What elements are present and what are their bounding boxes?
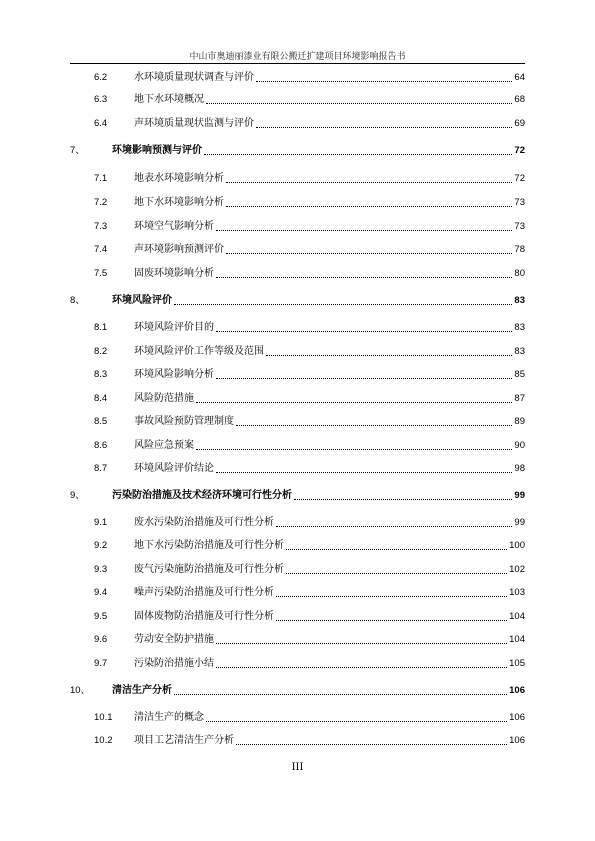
toc-section-entry[interactable] xyxy=(70,708,525,724)
toc-entry-number: 7.3 xyxy=(94,221,108,232)
toc-entry-number: 8.4 xyxy=(94,393,108,404)
toc-dot-leader xyxy=(256,126,512,128)
toc-entry-title-line xyxy=(112,490,525,502)
toc-entry-title-line xyxy=(134,712,525,724)
toc-dot-leader xyxy=(256,80,512,82)
toc-section-entry[interactable] xyxy=(70,583,525,599)
toc-entry-page: 104 xyxy=(509,634,525,645)
toc-section-entry[interactable] xyxy=(70,389,525,405)
toc-entry-number: 9.3 xyxy=(94,564,108,575)
toc-entry-page: 105 xyxy=(509,658,525,669)
toc-entry-page: 103 xyxy=(509,587,525,598)
toc-dot-leader xyxy=(196,401,512,403)
toc-dot-leader xyxy=(266,354,512,356)
toc-entry-title-line xyxy=(134,268,525,280)
toc-entry-title-line xyxy=(134,322,525,334)
toc-dot-leader xyxy=(216,471,512,473)
toc-entry-number: 9.7 xyxy=(94,658,108,669)
toc-dot-leader xyxy=(286,548,507,550)
toc-entry-page: 104 xyxy=(509,611,525,622)
toc-entry-title-line xyxy=(134,540,525,552)
toc-entry-page: 87 xyxy=(514,393,525,404)
toc-entry-title-line xyxy=(134,118,525,130)
page-number: III xyxy=(291,762,304,773)
toc-entry-title-line xyxy=(134,346,525,358)
toc-entry-page: 102 xyxy=(509,564,525,575)
toc-entry-page: 72 xyxy=(514,173,525,184)
toc-entry-number: 8.2 xyxy=(94,346,108,357)
toc-section-entry[interactable] xyxy=(70,513,525,529)
toc-entry-number: 9.4 xyxy=(94,587,108,598)
toc-entry-number: 8.7 xyxy=(94,463,108,474)
toc-entry-page: 106 xyxy=(509,735,525,746)
toc-dot-leader xyxy=(216,229,512,231)
toc-entry-page: 99 xyxy=(514,490,525,501)
toc-entry-title: 废气污染施防治措施及可行性分析 xyxy=(134,564,284,575)
toc-section-entry[interactable] xyxy=(70,365,525,381)
toc-chapter-entry[interactable] xyxy=(70,141,525,157)
toc-entry-number: 8.5 xyxy=(94,416,108,427)
toc-entry-title-line xyxy=(134,440,525,452)
toc-entry-title-line xyxy=(134,587,525,599)
toc-dot-leader xyxy=(216,666,507,668)
toc-section-entry[interactable] xyxy=(70,240,525,256)
toc-entry-title-line xyxy=(134,735,525,747)
toc-entry-title: 污染防治措施及技术经济环境可行性分析 xyxy=(112,490,292,501)
toc-entry-title: 废水污染防治措施及可行性分析 xyxy=(134,517,274,528)
toc-entry-title-line xyxy=(134,173,525,185)
toc-entry-page: 68 xyxy=(514,94,525,105)
toc-dot-leader xyxy=(174,693,507,695)
toc-entry-page: 73 xyxy=(514,197,525,208)
toc-dot-leader xyxy=(226,252,512,254)
toc-entry-title: 水环境质量现状调查与评价 xyxy=(134,72,254,83)
toc-dot-leader xyxy=(276,619,507,621)
toc-entry-number: 7、 xyxy=(70,145,85,156)
toc-dot-leader xyxy=(286,572,507,574)
toc-entry-title: 污染防治措施小结 xyxy=(134,658,214,669)
toc-section-entry[interactable] xyxy=(70,560,525,576)
toc-dot-leader xyxy=(216,642,507,644)
toc-dot-leader xyxy=(236,424,512,426)
toc-entry-title: 环境风险影响分析 xyxy=(134,369,214,380)
toc-entry-title-line xyxy=(134,369,525,381)
toc-entry-title-line xyxy=(134,416,525,428)
toc-entry-number: 9.6 xyxy=(94,634,108,645)
toc-section-entry[interactable] xyxy=(70,90,525,106)
toc-entry-title: 声环境影响预测评价 xyxy=(134,244,224,255)
toc-section-entry[interactable] xyxy=(70,318,525,334)
toc-entry-title-line xyxy=(134,463,525,475)
toc-entry-title: 地下水污染防治措施及可行性分析 xyxy=(134,540,284,551)
toc-dot-leader xyxy=(276,595,507,597)
toc-section-entry[interactable] xyxy=(70,731,525,747)
toc-section-entry[interactable] xyxy=(70,436,525,452)
toc-chapter-entry[interactable] xyxy=(70,291,525,307)
toc-dot-leader xyxy=(216,377,512,379)
toc-entry-number: 9、 xyxy=(70,490,85,501)
toc-entry-number: 8、 xyxy=(70,295,85,306)
toc-entry-title-line xyxy=(134,564,525,576)
toc-entry-page: 100 xyxy=(509,540,525,551)
toc-entry-number: 8.6 xyxy=(94,440,108,451)
toc-entry-number: 10.1 xyxy=(94,712,113,723)
toc-entry-page: 90 xyxy=(514,440,525,451)
toc-entry-title: 环境空气影响分析 xyxy=(134,221,214,232)
toc-entry-title: 劳动安全防护措施 xyxy=(134,634,214,645)
toc-entry-title: 地下水环境概况 xyxy=(134,94,204,105)
toc-entry-number: 9.2 xyxy=(94,540,108,551)
toc-section-entry[interactable] xyxy=(70,217,525,233)
toc-entry-title: 噪声污染防治措施及可行性分析 xyxy=(134,587,274,598)
toc-entry-number: 7.2 xyxy=(94,197,108,208)
toc-section-entry[interactable] xyxy=(70,630,525,646)
toc-entry-title: 事故风险预防管理制度 xyxy=(134,416,234,427)
toc-chapter-entry[interactable] xyxy=(70,681,525,697)
toc-entry-number: 8.3 xyxy=(94,369,108,380)
toc-dot-leader xyxy=(294,498,512,500)
toc-section-entry[interactable] xyxy=(70,169,525,185)
toc-dot-leader xyxy=(216,276,512,278)
toc-entry-title: 项目工艺清洁生产分析 xyxy=(134,735,234,746)
toc-entry-number: 9.1 xyxy=(94,517,108,528)
toc-entry-page: 73 xyxy=(514,221,525,232)
toc-section-entry[interactable] xyxy=(70,342,525,358)
toc-dot-leader xyxy=(216,330,512,332)
toc-section-entry[interactable] xyxy=(70,264,525,280)
toc-entry-title: 环境影响预测与评价 xyxy=(112,145,202,156)
toc-entry-page: 64 xyxy=(514,72,525,83)
toc-dot-leader xyxy=(236,743,507,745)
toc-entry-title: 风险应急预案 xyxy=(134,440,194,451)
toc-entry-title: 环境风险评价 xyxy=(112,295,172,306)
toc-entry-title: 环境风险评价结论 xyxy=(134,463,214,474)
toc-entry-title: 固体废物防治措施及可行性分析 xyxy=(134,611,274,622)
toc-dot-leader xyxy=(174,303,512,305)
toc-entry-title: 地表水环境影响分析 xyxy=(134,173,224,184)
toc-section-entry[interactable] xyxy=(70,412,525,428)
toc-entry-number: 6.2 xyxy=(94,72,108,83)
toc-entry-title-line xyxy=(134,393,525,405)
toc-dot-leader xyxy=(206,102,512,104)
toc-section-entry[interactable] xyxy=(70,68,525,84)
toc-entry-title-line xyxy=(134,221,525,233)
toc-section-entry[interactable] xyxy=(70,114,525,130)
toc-entry-title-line xyxy=(134,658,525,670)
toc-entry-page: 98 xyxy=(514,463,525,474)
toc-entry-number: 6.3 xyxy=(94,94,108,105)
toc-dot-leader xyxy=(226,181,512,183)
toc-entry-page: 99 xyxy=(514,517,525,528)
toc-entry-page: 106 xyxy=(509,712,525,723)
toc-entry-title-line xyxy=(134,197,525,209)
toc-entry-title: 声环境质量现状监测与评价 xyxy=(134,118,254,129)
toc-entry-title: 环境风险评价目的 xyxy=(134,322,214,333)
toc-entry-title-line xyxy=(134,517,525,529)
toc-entry-number: 7.4 xyxy=(94,244,108,255)
header-rule xyxy=(70,63,525,64)
toc-entry-number: 10.2 xyxy=(94,735,113,746)
toc-entry-page: 106 xyxy=(509,685,525,696)
toc-section-entry[interactable] xyxy=(70,654,525,670)
toc-entry-title: 环境风险评价工作等级及范围 xyxy=(134,346,264,357)
toc-section-entry[interactable] xyxy=(70,459,525,475)
toc-section-entry[interactable] xyxy=(70,193,525,209)
toc-entry-page: 83 xyxy=(514,346,525,357)
toc-entry-number: 10、 xyxy=(70,685,91,696)
toc-dot-leader xyxy=(226,205,512,207)
toc-dot-leader xyxy=(204,153,512,155)
toc-entry-page: 89 xyxy=(514,416,525,427)
toc-entry-number: 9.5 xyxy=(94,611,108,622)
toc-entry-page: 72 xyxy=(514,145,525,156)
page-header: 中山市奥迪丽漆业有限公搬迁扩建项目环境影响报告书 xyxy=(189,52,406,62)
toc-entry-title: 地下水环境影响分析 xyxy=(134,197,224,208)
toc-entry-number: 7.1 xyxy=(94,173,108,184)
toc-entry-number: 6.4 xyxy=(94,118,108,129)
toc-dot-leader xyxy=(196,448,512,450)
toc-entry-title-line xyxy=(112,145,525,157)
toc-entry-title: 固废环境影响分析 xyxy=(134,268,214,279)
toc-entry-page: 83 xyxy=(514,295,525,306)
toc-entry-title-line xyxy=(134,94,525,106)
toc-chapter-entry[interactable] xyxy=(70,486,525,502)
toc-entry-number: 7.5 xyxy=(94,268,108,279)
toc-entry-page: 78 xyxy=(514,244,525,255)
toc-entry-title-line xyxy=(134,244,525,256)
toc-entry-number: 8.1 xyxy=(94,322,108,333)
toc-entry-title: 清洁生产的概念 xyxy=(134,712,204,723)
toc-section-entry[interactable] xyxy=(70,536,525,552)
toc-section-entry[interactable] xyxy=(70,607,525,623)
toc-entry-page: 69 xyxy=(514,118,525,129)
toc-entry-page: 80 xyxy=(514,268,525,279)
toc-entry-title-line xyxy=(112,295,525,307)
toc-entry-title-line xyxy=(112,685,525,697)
toc-entry-title: 风险防范措施 xyxy=(134,393,194,404)
toc-dot-leader xyxy=(276,525,512,527)
toc-entry-page: 85 xyxy=(514,369,525,380)
toc-entry-title: 清洁生产分析 xyxy=(112,685,172,696)
toc-entry-page: 83 xyxy=(514,322,525,333)
toc-entry-title-line xyxy=(134,611,525,623)
toc-entry-title-line xyxy=(134,634,525,646)
toc-dot-leader xyxy=(206,720,507,722)
toc-entry-title-line xyxy=(134,72,525,84)
